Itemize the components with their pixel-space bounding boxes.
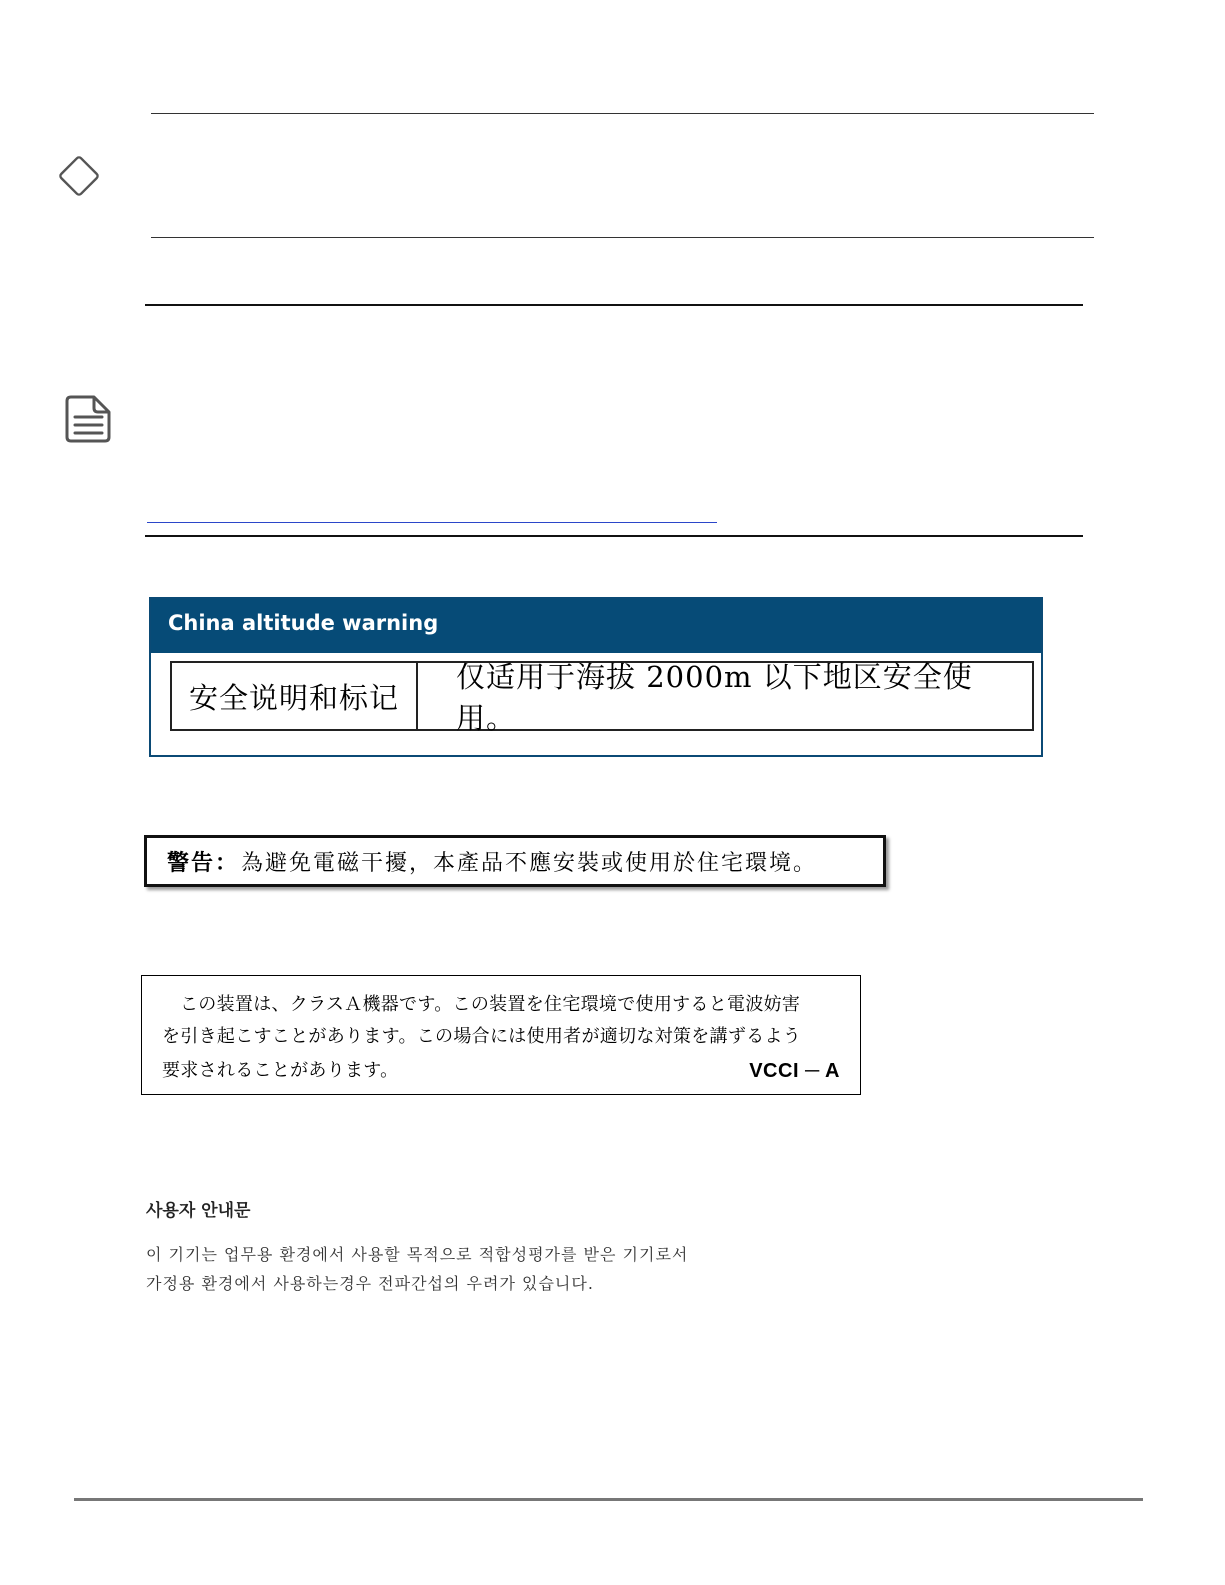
- korea-notice-title: 사용자 안내문: [146, 1201, 251, 1221]
- vcci-text-line-1: この装置は、クラスＡ機器です。この装置を住宅環境で使用すると電波妨害: [180, 994, 801, 1015]
- vcci-class-mark: VCCI ─ A: [749, 1060, 840, 1082]
- china-warning-right-cell: 仅适用于海拔 2000m 以下地区安全使用。: [456, 660, 973, 735]
- china-warning-table: [170, 660, 1034, 735]
- document-icon: [60, 393, 114, 451]
- vcci-text-line-2: を引き起こすことがあります。この場合には使用者が適切な対策を講ずるよう: [162, 1026, 802, 1047]
- link-underline[interactable]: [147, 522, 717, 523]
- korea-notice-line-2: 가정용 환경에서 사용하는경우 전파간섭의 우려가 있습니다.: [146, 1274, 594, 1293]
- china-altitude-warning: [149, 597, 1043, 757]
- diamond-icon: [54, 151, 104, 205]
- japan-vcci-notice: [141, 975, 861, 1095]
- taiwan-emi-warning: [144, 835, 886, 887]
- callout-bottom-rule: [151, 237, 1094, 238]
- china-warning-header: China altitude warning: [151, 599, 1041, 653]
- footer-rule: [74, 1498, 1143, 1501]
- taiwan-warning-text: 為避免電磁干擾，本產品不應安裝或使用於住宅環境。: [241, 850, 818, 876]
- korea-notice-line-1: 이 기기는 업무용 환경에서 사용할 목적으로 적합성평가를 받은 기기로서: [146, 1245, 689, 1264]
- taiwan-warning-label: 警告：: [167, 849, 240, 876]
- china-warning-left-cell: 安全说明和标记: [172, 663, 418, 729]
- note-bottom-rule: [145, 535, 1083, 537]
- callout-top-rule: [151, 113, 1094, 114]
- vcci-text-line-3: 要求されることがあります。: [162, 1060, 399, 1081]
- note-top-rule: [145, 304, 1083, 306]
